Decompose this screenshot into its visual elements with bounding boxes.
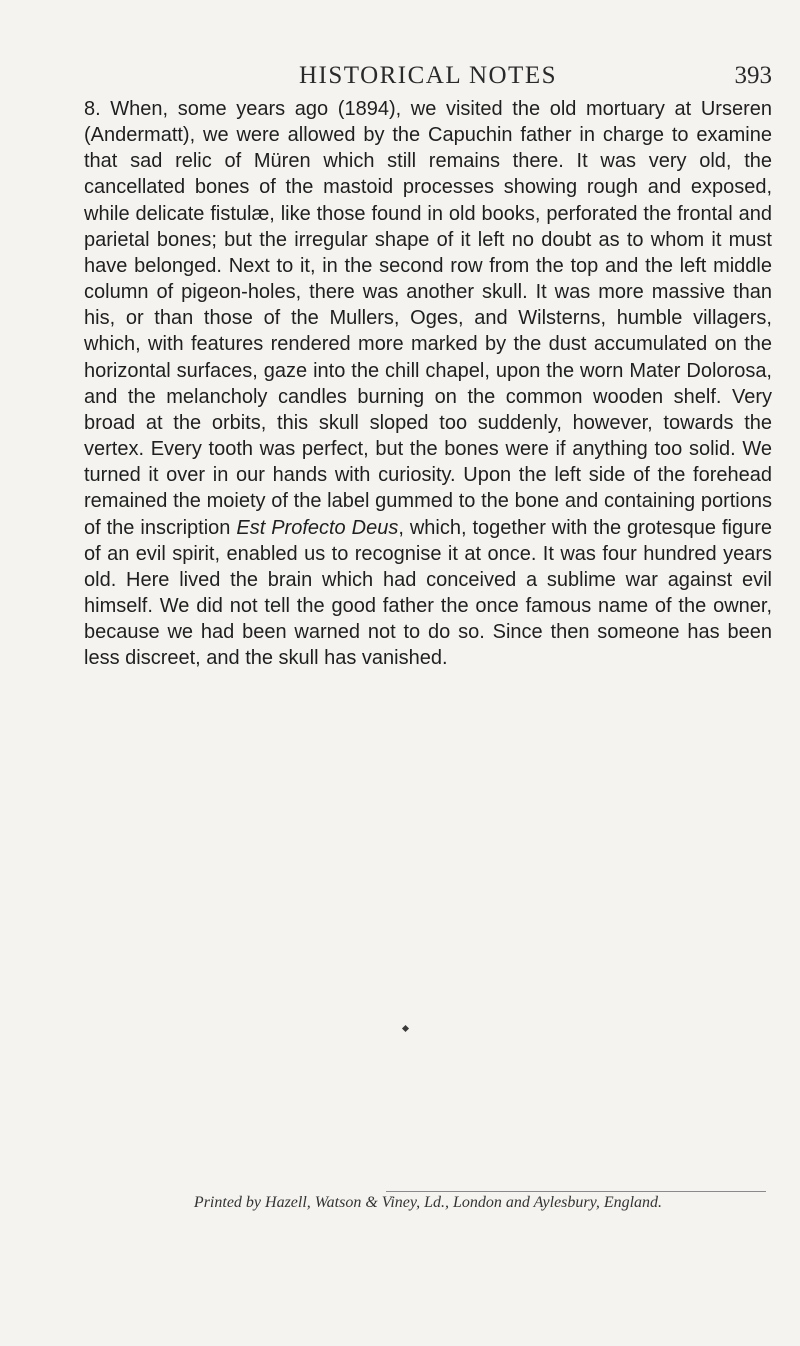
note-text-after: , which, together with the grotesque figure of an evil spirit, enabled us to recognise it at once. It was four hundred years old. Here lived the brain which had conceived a sublime war against evil himself. We did not tell the good father the once famous name of the owner, because we had been warned not to do so. Since then someone has been less discreet, and the skull has vanished. (84, 516, 772, 670)
body-text (84, 96, 772, 671)
running-head (84, 62, 772, 92)
end-ornament (402, 1025, 409, 1032)
imprint-rule (386, 1191, 766, 1192)
printer-imprint: Printed by Hazell, Watson & Viney, Ld., London and Aylesbury, England. (193, 1194, 663, 1211)
note-text-before: 8. When, some years ago (1894), we visited the old mortuary at Urseren (Andermatt), we were allowed by the Capuchin father in charge to examine that sad relic of Müren which still remains there. It was very old, the cancellated bones of the mastoid processes showing rough and exposed, while delicate fistulæ, like those found in old books, perforated the frontal and parietal bones; but the irregular shape of it left no doubt as to whom it must have belonged. Next to it, in the second row from the top and the left middle column of pigeon-holes, there was another skull. It was more massive than his, or than those of the Mullers, Oges, and Wilsterns, humble villagers, which, with features rendered more marked by the dust accumulated on the horizontal surfaces, gaze into the chill chapel, upon the worn Mater Dolorosa, and the melancholy candles burning on the common wooden shelf. Very broad at the orbits, this skull sloped too suddenly, however, towards the vertex. Every tooth was perfect, but the bones were if anything too solid. We turned it over in our hands with curiosity. Upon the left side of the forehead remained the moiety of the label gummed to the bone and containing portions of the inscription (84, 98, 772, 539)
note-paragraph (84, 96, 772, 671)
page-number: 393 (734, 62, 772, 89)
latin-inscription: Est Profecto Deus (236, 516, 399, 539)
running-title: HISTORICAL NOTES (298, 62, 558, 89)
